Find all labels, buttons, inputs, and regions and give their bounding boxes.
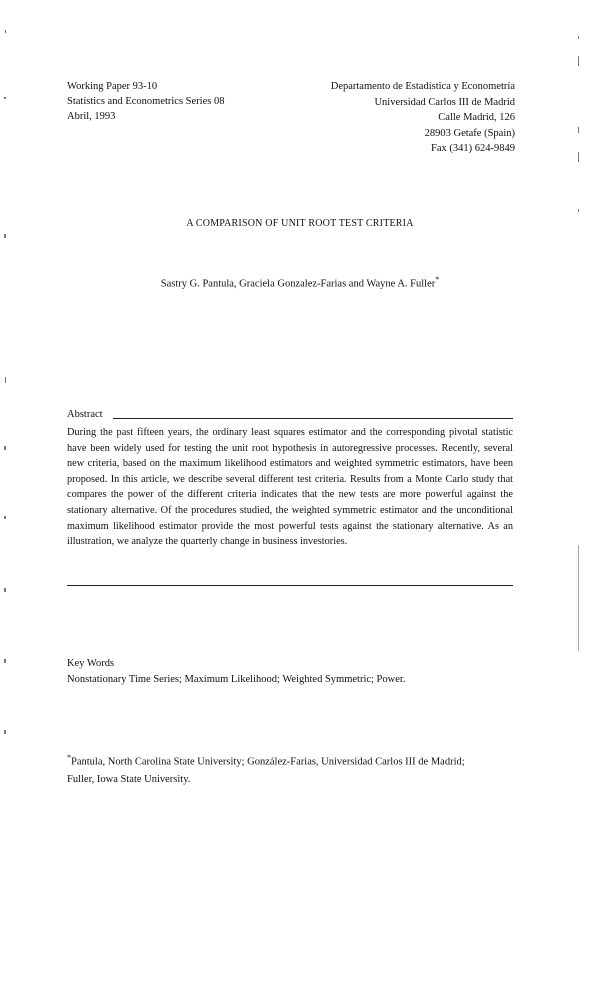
author-affiliations xyxy=(67,749,513,788)
abstract-heading xyxy=(67,409,513,423)
scan-speck xyxy=(578,56,579,66)
scan-speck xyxy=(4,97,6,99)
keywords-label: Key Words xyxy=(67,658,115,669)
scan-speck xyxy=(5,30,6,33)
scan-speck xyxy=(4,730,6,734)
abstract-label: Abstract xyxy=(67,409,103,420)
scan-speck xyxy=(578,209,579,212)
keywords-section xyxy=(67,656,405,687)
abstract-top-rule xyxy=(113,418,513,419)
paper-title: A COMPARISON OF UNIT ROOT TEST CRITERIA xyxy=(186,218,414,229)
fax-number: Fax (341) 624-9849 xyxy=(431,143,515,154)
affiliation-line-1: *Pantula, North Carolina State University; González-Farias, Universidad Carlos III de Madrid; xyxy=(67,753,465,768)
scan-edge-line xyxy=(578,545,579,651)
scan-speck xyxy=(578,127,579,133)
abstract-text: During the past fifteen years, the ordinary least squares estimator and the corresponding pivotal statistic have been widely used for testing the unit root hypothesis in autoregressive processes. Recently, several new criteria, based on the maximum likelihood estimators and weighted symmetric estimators, have been proposed. In this article, we describe several different test criteria. Results from a Monte Carlo study that compares the power of the different criteria indicates that the new tests are more powerful against the stationary alternative. Of the procedures studied, the weighted symmetric estimator and the unconditional maximum likelihood estimator provide the most powerful tests against the stationary alternative. As an illustration, we analyze the quarterly change in business investories. xyxy=(67,427,513,548)
scan-speck xyxy=(578,36,579,39)
university-name: Universidad Carlos III de Madrid xyxy=(374,96,515,108)
scan-speck xyxy=(4,234,6,238)
footnote-mark: * xyxy=(67,753,71,762)
author-line xyxy=(0,275,600,290)
keywords-text: Nonstationary Time Series; Maximum Likelihood; Weighted Symmetric; Power. xyxy=(67,673,406,685)
series-name: Statistics and Econometrics Series 08 xyxy=(67,96,225,107)
author-names: Sastry G. Pantula, Graciela Gonzalez-Farias and Wayne A. Fuller xyxy=(160,278,436,290)
scan-speck xyxy=(4,588,6,592)
scan-speck xyxy=(4,446,6,450)
department-name: Departamento de Estadística y Econometría xyxy=(330,81,515,92)
scan-speck xyxy=(578,152,579,162)
scan-speck xyxy=(5,377,6,383)
series-info xyxy=(67,79,224,124)
street-address: Calle Madrid, 126 xyxy=(438,112,515,123)
author-footnote-mark: * xyxy=(435,275,440,284)
city-address: 28903 Getafe (Spain) xyxy=(424,127,515,139)
institution-address xyxy=(331,79,515,157)
abstract-bottom-rule xyxy=(67,585,513,586)
scan-speck xyxy=(4,516,6,519)
publication-date: Abril, 1993 xyxy=(67,111,116,122)
scan-speck xyxy=(4,659,6,663)
affiliation-line-2: Fuller, Iowa State University. xyxy=(67,773,191,785)
working-paper-number: Working Paper 93-10 xyxy=(67,81,158,92)
